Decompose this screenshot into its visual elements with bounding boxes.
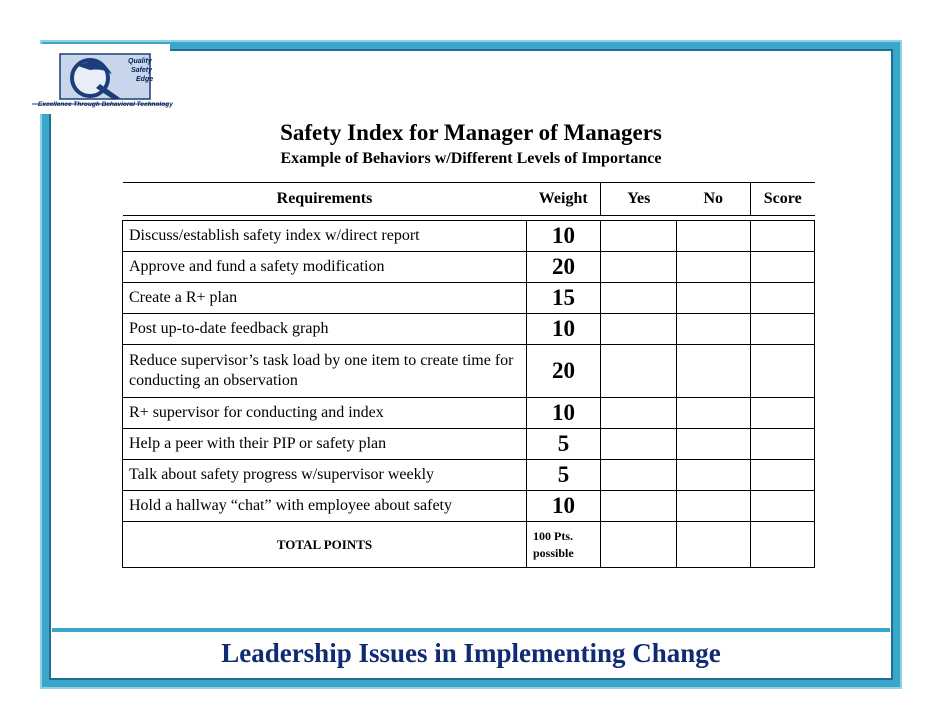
weight-cell: 5 [527, 460, 601, 491]
table-row [123, 429, 815, 460]
yes-cell[interactable] [601, 429, 677, 460]
total-weight-cell [527, 522, 601, 568]
total-no-cell[interactable] [677, 522, 751, 568]
yes-cell[interactable] [601, 398, 677, 429]
score-cell[interactable] [751, 314, 815, 345]
table-row [123, 252, 815, 283]
table-row [123, 221, 815, 252]
weight-cell: 20 [527, 252, 601, 283]
header-yes: Yes [601, 183, 677, 216]
total-points-label: TOTAL POINTS [123, 522, 527, 568]
total-yes-cell[interactable] [601, 522, 677, 568]
header-requirements: Requirements [123, 183, 527, 216]
weight-cell: 10 [527, 314, 601, 345]
footer-divider [52, 628, 890, 632]
requirement-cell: Help a peer with their PIP or safety plan [123, 429, 527, 460]
score-cell[interactable] [751, 398, 815, 429]
requirement-cell: Discuss/establish safety index w/direct report [123, 221, 527, 252]
requirement-cell: Approve and fund a safety modification [123, 252, 527, 283]
header-score: Score [751, 183, 815, 216]
table-header-row [123, 183, 815, 216]
requirement-cell: Hold a hallway “chat” with employee about safety [123, 491, 527, 522]
weight-cell: 20 [527, 345, 601, 398]
weight-cell: 10 [527, 491, 601, 522]
table-row [123, 491, 815, 522]
page-subtitle: Example of Behaviors w/Different Levels of Importance [280, 150, 662, 167]
weight-cell: 10 [527, 221, 601, 252]
score-cell[interactable] [751, 345, 815, 398]
table-row [123, 283, 815, 314]
weight-cell: 10 [527, 398, 601, 429]
yes-cell[interactable] [601, 252, 677, 283]
score-cell[interactable] [751, 221, 815, 252]
no-cell[interactable] [677, 252, 751, 283]
no-cell[interactable] [677, 345, 751, 398]
no-cell[interactable] [677, 491, 751, 522]
total-weight-line2: possible [533, 545, 574, 560]
score-cell[interactable] [751, 252, 815, 283]
score-cell[interactable] [751, 429, 815, 460]
logo-word-quality: Quality [128, 58, 152, 65]
no-cell[interactable] [677, 460, 751, 491]
table-row [123, 314, 815, 345]
score-cell[interactable] [751, 460, 815, 491]
footer-title: Leadership Issues in Implementing Change [221, 638, 721, 668]
table-row [123, 398, 815, 429]
no-cell[interactable] [677, 221, 751, 252]
yes-cell[interactable] [601, 314, 677, 345]
table-row [123, 460, 815, 491]
score-cell[interactable] [751, 491, 815, 522]
logo-word-edge: Edge [136, 76, 154, 83]
no-cell[interactable] [677, 283, 751, 314]
yes-cell[interactable] [601, 460, 677, 491]
no-cell[interactable] [677, 398, 751, 429]
table-row [123, 345, 815, 398]
no-cell[interactable] [677, 429, 751, 460]
requirement-cell: R+ supervisor for conducting and index [123, 398, 527, 429]
logo-tagline: Excellence Through Behavioral Technology [38, 101, 173, 108]
total-weight-line1: 100 Pts. [533, 528, 573, 543]
requirement-cell: Post up-to-date feedback graph [123, 314, 527, 345]
no-cell[interactable] [677, 314, 751, 345]
score-cell[interactable] [751, 283, 815, 314]
header-weight: Weight [527, 183, 601, 216]
requirement-cell: Create a R+ plan [123, 283, 527, 314]
yes-cell[interactable] [601, 345, 677, 398]
weight-cell: 5 [527, 429, 601, 460]
total-row [123, 522, 815, 568]
weight-cell: 15 [527, 283, 601, 314]
requirements-table [122, 182, 815, 568]
yes-cell[interactable] [601, 221, 677, 252]
requirement-cell: Reduce supervisor’s task load by one item to create time for conducting an observation [123, 345, 527, 398]
logo-word-safety: Safety [131, 67, 153, 74]
yes-cell[interactable] [601, 283, 677, 314]
header-no: No [677, 183, 751, 216]
total-score-cell[interactable] [751, 522, 815, 568]
requirement-cell: Talk about safety progress w/supervisor weekly [123, 460, 527, 491]
page-title: Safety Index for Manager of Managers [280, 120, 662, 145]
yes-cell[interactable] [601, 491, 677, 522]
